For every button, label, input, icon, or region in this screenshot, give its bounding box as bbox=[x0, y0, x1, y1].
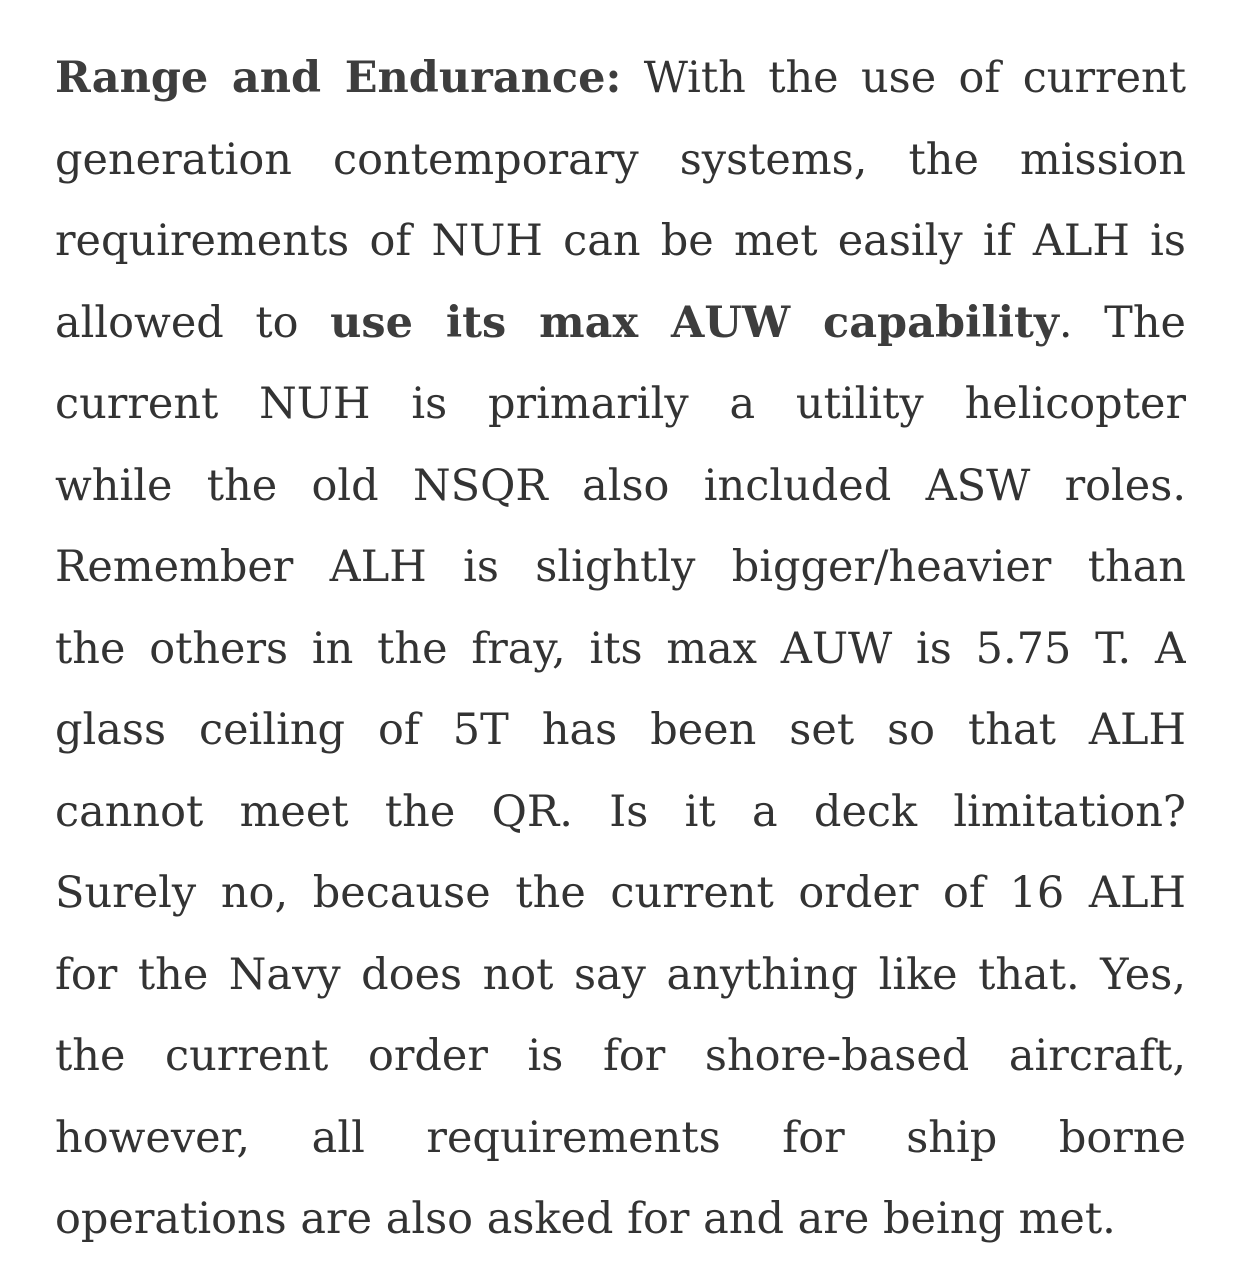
text-line-3: requirements of NUH can be met easily if ALH is bbox=[55, 216, 1186, 266]
text-segment: . The bbox=[1058, 297, 1186, 348]
text-segment: allowed to bbox=[55, 297, 331, 348]
text-line-10: cannot meet the QR. Is it a deck limitation? bbox=[55, 786, 1186, 837]
text-segment: With the use of current bbox=[621, 53, 1186, 103]
text-line-9: glass ceiling of 5T has been set so that ALH bbox=[55, 705, 1186, 755]
text-line-15: operations are also asked for and are being met. bbox=[55, 1194, 1116, 1244]
text-line-14: however, all requirements for ship borne bbox=[55, 1112, 1186, 1163]
text-line-5: current NUH is primarily a utility helicopter bbox=[55, 379, 1186, 429]
text-line-2: generation contemporary systems, the mission bbox=[55, 134, 1186, 185]
text-line-13: the current order is for shore-based aircraft, bbox=[55, 1031, 1186, 1081]
section-heading: Range and Endurance: bbox=[55, 53, 622, 103]
text-line-8: the others in the fray, its max AUW is 5.75 T. A bbox=[55, 623, 1186, 674]
article-paragraph bbox=[55, 38, 1186, 1261]
text-line-1 bbox=[55, 38, 1186, 120]
text-line-12: for the Navy does not say anything like that. Yes, bbox=[55, 949, 1186, 1000]
text-line-7: Remember ALH is slightly bigger/heavier than bbox=[55, 542, 1186, 592]
text-line-11: Surely no, because the current order of 16 ALH bbox=[55, 868, 1186, 918]
text-line-4 bbox=[55, 283, 1186, 365]
text-line-6: while the old NSQR also included ASW roles. bbox=[55, 460, 1186, 511]
emphasis-text: use its max AUW capability bbox=[330, 297, 1059, 348]
